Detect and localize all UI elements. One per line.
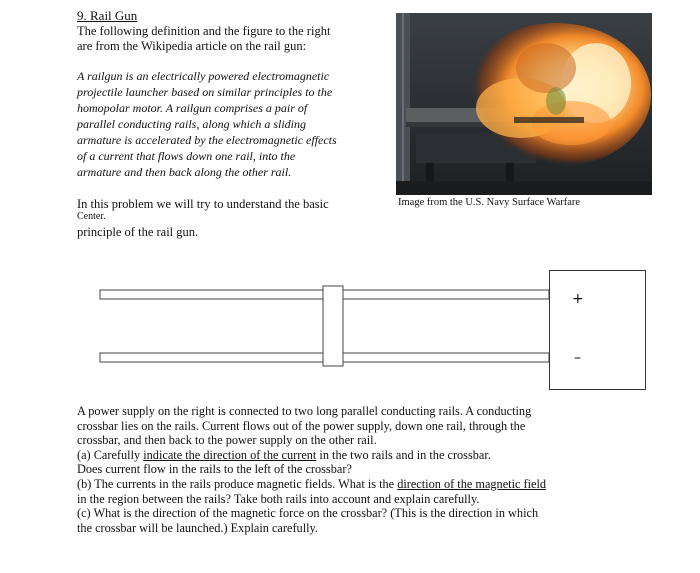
crossbar bbox=[323, 286, 343, 366]
negative-terminal-label: – bbox=[574, 350, 581, 366]
intro-text bbox=[77, 24, 330, 54]
question-c: (c) What is the direction of the magnetic force on the crossbar? (This is the direction in which bbox=[77, 506, 539, 521]
quote-line: of a current that flows down one rail, into the bbox=[77, 149, 296, 163]
problem-body bbox=[77, 404, 546, 535]
question-a-prefix: (a) Carefully bbox=[77, 447, 144, 462]
body-line: A power supply on the right is connected to two long parallel conducting rails. A conducting bbox=[77, 404, 532, 418]
quote-line: armature and then back along the other rail. bbox=[77, 165, 292, 179]
question-c-line-2: the crossbar will be launched.) Explain carefully. bbox=[77, 520, 318, 535]
quote-line: parallel conducting rails, along which a sliding bbox=[77, 117, 306, 131]
problem-intro-line-2: principle of the rail gun. bbox=[77, 225, 199, 239]
question-b-prefix: (b) The currents in the rails produce magnetic fields. What is the bbox=[77, 476, 398, 491]
quote-line: homopolar motor. A railgun comprises a pair of bbox=[77, 101, 308, 115]
railgun-photo bbox=[396, 13, 652, 195]
body-line: crossbar lies on the rails. Current flows out of the power supply, down one rail, through the bbox=[77, 418, 526, 433]
power-supply-box bbox=[549, 270, 646, 390]
quote-line: projectile launcher based on similar principles to the bbox=[77, 85, 333, 99]
question-b bbox=[77, 477, 546, 492]
question-b-emphasis: direction of the magnetic field bbox=[397, 476, 547, 491]
question-a-suffix: in the two rails and in the crossbar. bbox=[316, 447, 491, 462]
problem-intro-line: In this problem we will try to understand the basic bbox=[77, 197, 329, 211]
intro-line: are from the Wikipedia article on the rail gun: bbox=[77, 39, 307, 53]
quote-line: A railgun is an electrically powered electromagnetic bbox=[77, 69, 330, 83]
caption-overflow-text: Center. bbox=[77, 211, 106, 222]
quote-line: armature is accelerated by the electromagnetic effects bbox=[77, 133, 337, 147]
image-caption: Image from the U.S. Navy Surface Warfare bbox=[398, 197, 581, 208]
railgun-firing-image bbox=[396, 13, 652, 195]
intro-line: The following definition and the figure to the right bbox=[77, 24, 331, 38]
question-b-line-2: in the region between the rails? Take both rails into account and explain carefully. bbox=[77, 491, 480, 506]
positive-terminal-label: + bbox=[572, 291, 584, 307]
question-a bbox=[77, 448, 546, 463]
problem-heading: 9. Rail Gun bbox=[77, 8, 138, 23]
question-a-emphasis: indicate the direction of the current bbox=[143, 447, 317, 462]
body-line: crossbar, and then back to the power supply on the other rail. bbox=[77, 433, 377, 448]
question-a-line-2: Does current flow in the rails to the left of the crossbar? bbox=[77, 462, 352, 477]
wikipedia-quote bbox=[77, 68, 337, 180]
